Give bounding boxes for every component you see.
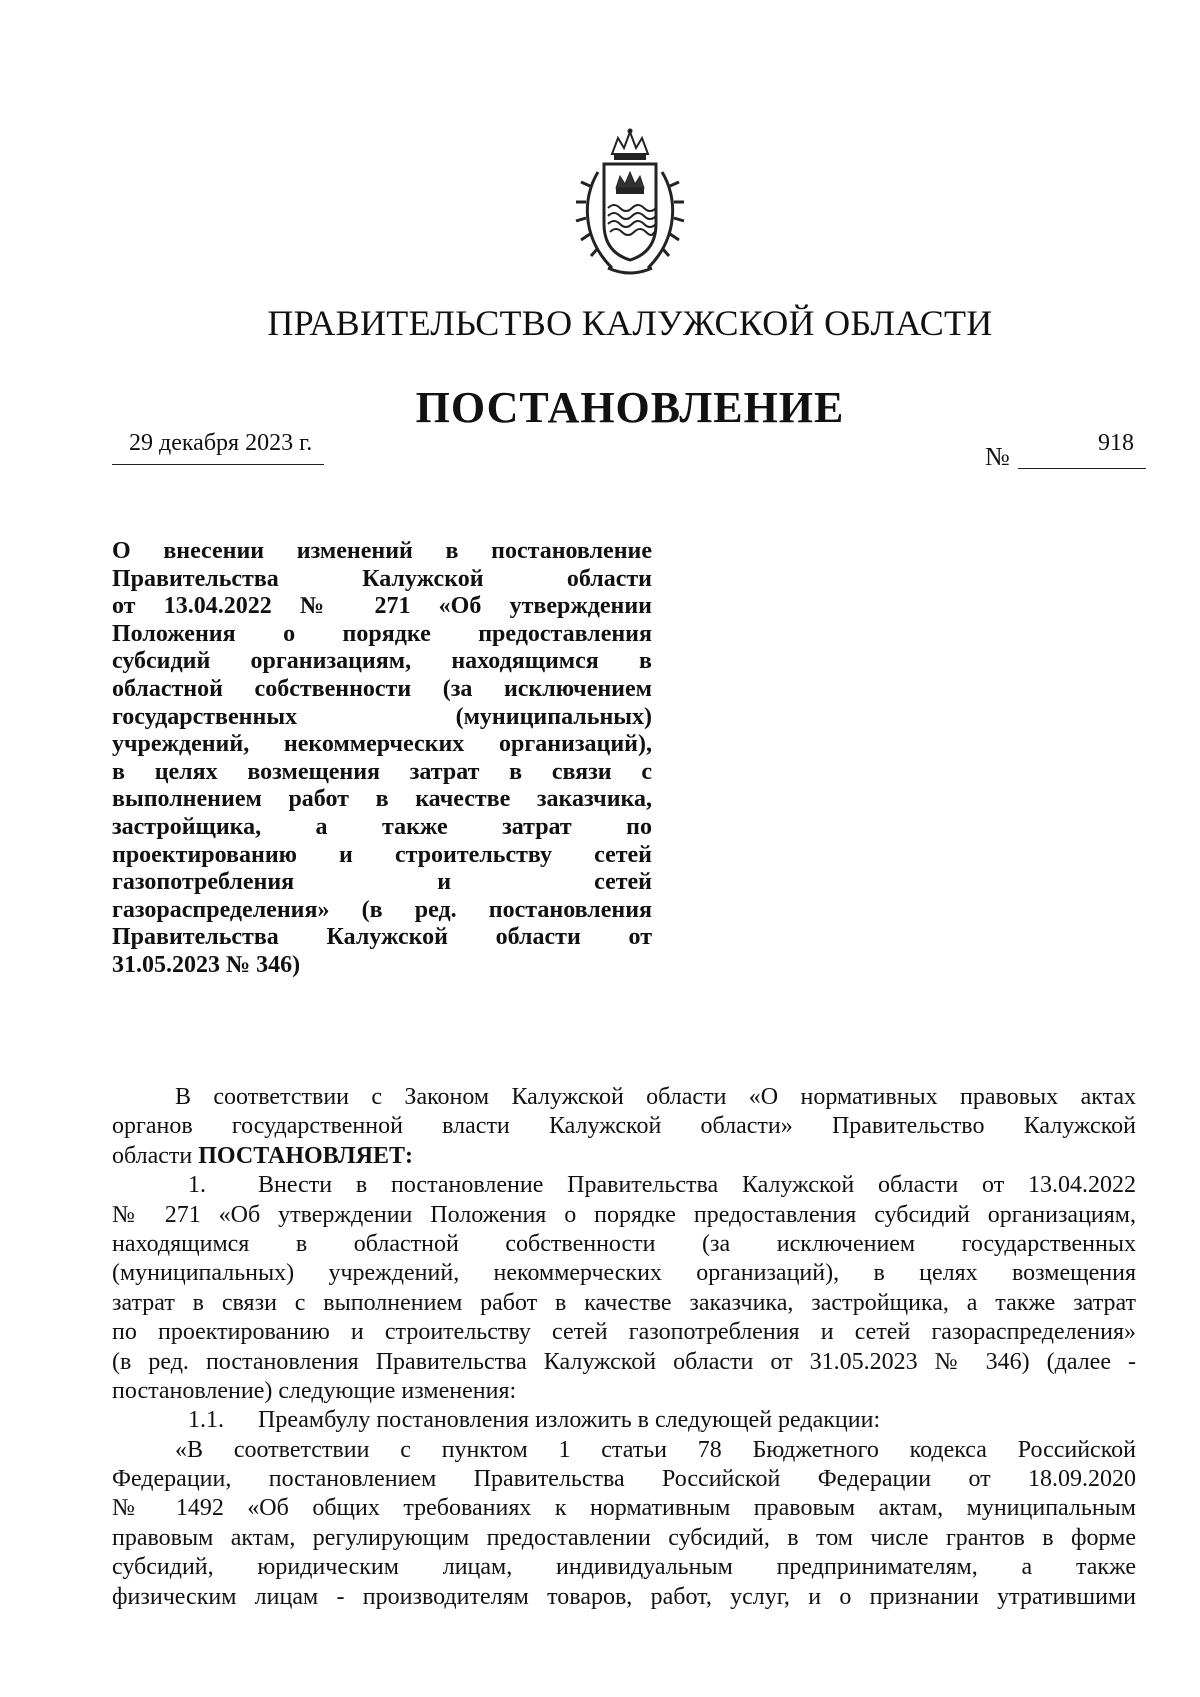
subject-line: проектированию и строительству сетей (112, 841, 652, 868)
item-1-1-number: 1.1. (188, 1407, 224, 1434)
subject-line: субсидий организациям, находящимся в (112, 648, 652, 675)
item-1-line: находящимся в областной собственности (за исключением государственных (112, 1230, 1136, 1257)
subject-line: 31.05.2023 № 346) (112, 951, 301, 978)
item-1-line: (в ред. постановления Правительства Калужской области от 31.05.2023 № 346) (далее - (112, 1348, 1136, 1375)
document-subject (112, 538, 652, 980)
quote-line: правовым актам, регулирующим предоставлении субсидий, в том числе грантов в форме (112, 1524, 1136, 1551)
quote-line: физическим лицам - производителям товаров, работ, услуг, и о признании утратившими (112, 1583, 1136, 1610)
subject-line: застройщика, а также затрат по (112, 813, 652, 840)
preamble-line (112, 1142, 1136, 1171)
document-number: 918 (1098, 430, 1134, 456)
document-type: ПОСТАНОВЛЕНИЕ (415, 383, 845, 432)
subject-line: областной собственности (за исключением (112, 675, 652, 702)
quote-line: Федерации, постановлением Правительства Российской Федерации от 18.09.2020 (112, 1466, 1136, 1493)
date-field (112, 430, 324, 465)
item-1-1-line (112, 1406, 1136, 1435)
preamble-line: органов государственной власти Калужской области» Правительство Калужской (112, 1113, 1136, 1140)
document-body (112, 1083, 1136, 1612)
item-1-line: (муниципальных) учреждений, некоммерческих организаций), в целях возмещения (112, 1260, 1136, 1287)
preamble-prefix: области (112, 1142, 193, 1169)
subject-line: от 13.04.2022 № 271 «Об утверждении (112, 593, 652, 620)
item-1-line: по проектированию и строительству сетей газопотребления и сетей газораспределения» (112, 1319, 1136, 1346)
item-1-line: затрат в связи с выполнением работ в качестве заказчика, застройщика, а также затрат (112, 1289, 1136, 1316)
subject-line: Правительства Калужской области (112, 565, 652, 592)
preamble-line: В соответствии с Законом Калужской области «О нормативных правовых актах (175, 1084, 1136, 1110)
item-1-line: постановление) следующие изменения: (112, 1377, 517, 1404)
number-label: № (985, 442, 1010, 471)
item-1-text: Внести в постановление Правительства Калужской области от 13.04.2022 (258, 1172, 1136, 1199)
quote-line: субсидий, юридическим лицам, индивидуальным предпринимателям, а также (112, 1554, 1136, 1581)
subject-line: в целях возмещения затрат в связи с (112, 758, 652, 785)
quote-line: № 1492 «Об общих требованиях к нормативным правовым актам, муниципальным (112, 1495, 1136, 1522)
subject-line: газопотребления и сетей (112, 869, 652, 896)
document-date: 29 декабря 2023 г. (129, 430, 313, 456)
kaluga-coat-of-arms-icon (568, 128, 692, 278)
number-field (1018, 430, 1146, 469)
item-1-first-line (112, 1171, 1136, 1200)
item-1-number: 1. (188, 1172, 206, 1199)
item-1-line: № 271 «Об утверждении Положения о порядке предоставления субсидий организациям, (112, 1201, 1136, 1228)
subject-line: Правительства Калужской области от (112, 924, 652, 951)
subject-line: выполнением работ в качестве заказчика, (112, 786, 652, 813)
subject-line: газораспределения» (в ред. постановления (112, 896, 652, 923)
subject-line: О внесении изменений в постановление (112, 538, 652, 564)
item-1-1-text: Преамбулу постановления изложить в следующей редакции: (258, 1407, 881, 1434)
decree-keyword: ПОСТАНОВЛЯЕТ: (198, 1142, 413, 1169)
subject-line: Положения о порядке предоставления (112, 620, 652, 647)
quote-line: «В соответствии с пунктом 1 статьи 78 Бюджетного кодекса Российской (175, 1436, 1136, 1463)
government-title: ПРАВИТЕЛЬСТВО КАЛУЖСКОЙ ОБЛАСТИ (267, 303, 993, 343)
subject-line: учреждений, некоммерческих организаций), (112, 731, 652, 758)
subject-line: государственных (муниципальных) (112, 703, 652, 730)
